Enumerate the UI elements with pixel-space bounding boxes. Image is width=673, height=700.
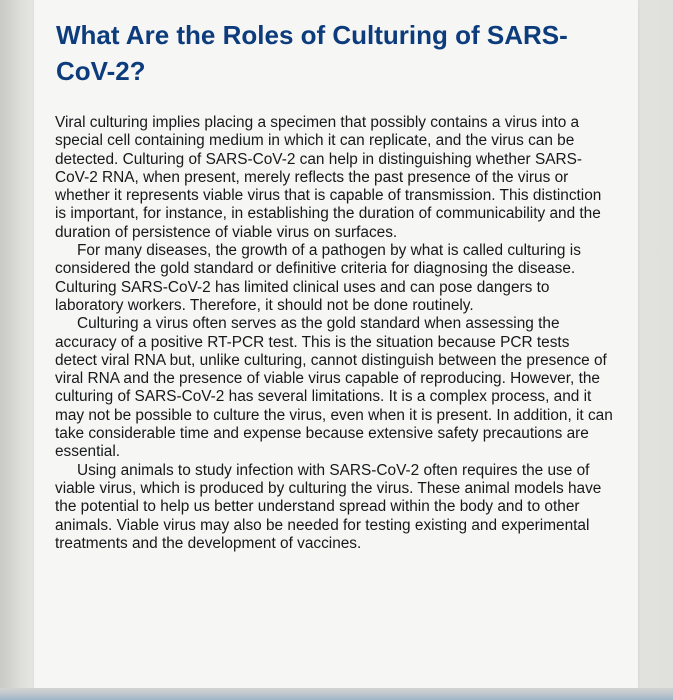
article-body (55, 114, 615, 553)
paragraph-1: Viral culturing implies placing a specimen that possibly contains a virus into a special cell containing medium in which it can replicate, and the virus can be detected. Culturing of SARS-CoV-2 can help in distinguishing whether SARS-CoV-2 RNA, when present, merely reflects the past presence of the virus or whether it represents viable virus that is capable of transmission. This distinction is important, for instance, in establishing the duration of communicability and the duration of persistence of viable virus on surfaces. (55, 114, 602, 241)
bottom-edge (0, 688, 673, 700)
page-title: What Are the Roles of Culturing of SARS-CoV-2? (56, 20, 568, 86)
background-shadow (0, 0, 36, 700)
paragraph-2: For many diseases, the growth of a pathogen by what is called culturing is considered the gold standard or definitive criteria for diagnosing the disease. Culturing SARS-CoV-2 has limited clinical uses and can pose dangers to laboratory workers. Therefore, it should not be done routinely. (55, 242, 581, 314)
paragraph-3: Culturing a virus often serves as the gold standard when assessing the accuracy of a positive RT-PCR test. This is the situation because PCR tests detect viral RNA but, unlike culturing, cannot distinguish between the presence of viral RNA and the presence of viable virus capable of reproducing. However, the culturing of SARS-CoV-2 has several limitations. It is a complex process, and it may not be possible to culture the virus, even when it is present. In addition, it can take considerable time and expense because extensive safety precautions are essential. (55, 315, 613, 461)
paragraph-4: Using animals to study infection with SARS-CoV-2 often requires the use of viable virus, which is produced by culturing the virus. These animal models have the potential to help us better understand spread within the body and to other animals. Viable virus may also be needed for testing existing and experimental treatments and the development of vaccines. (55, 461, 602, 552)
